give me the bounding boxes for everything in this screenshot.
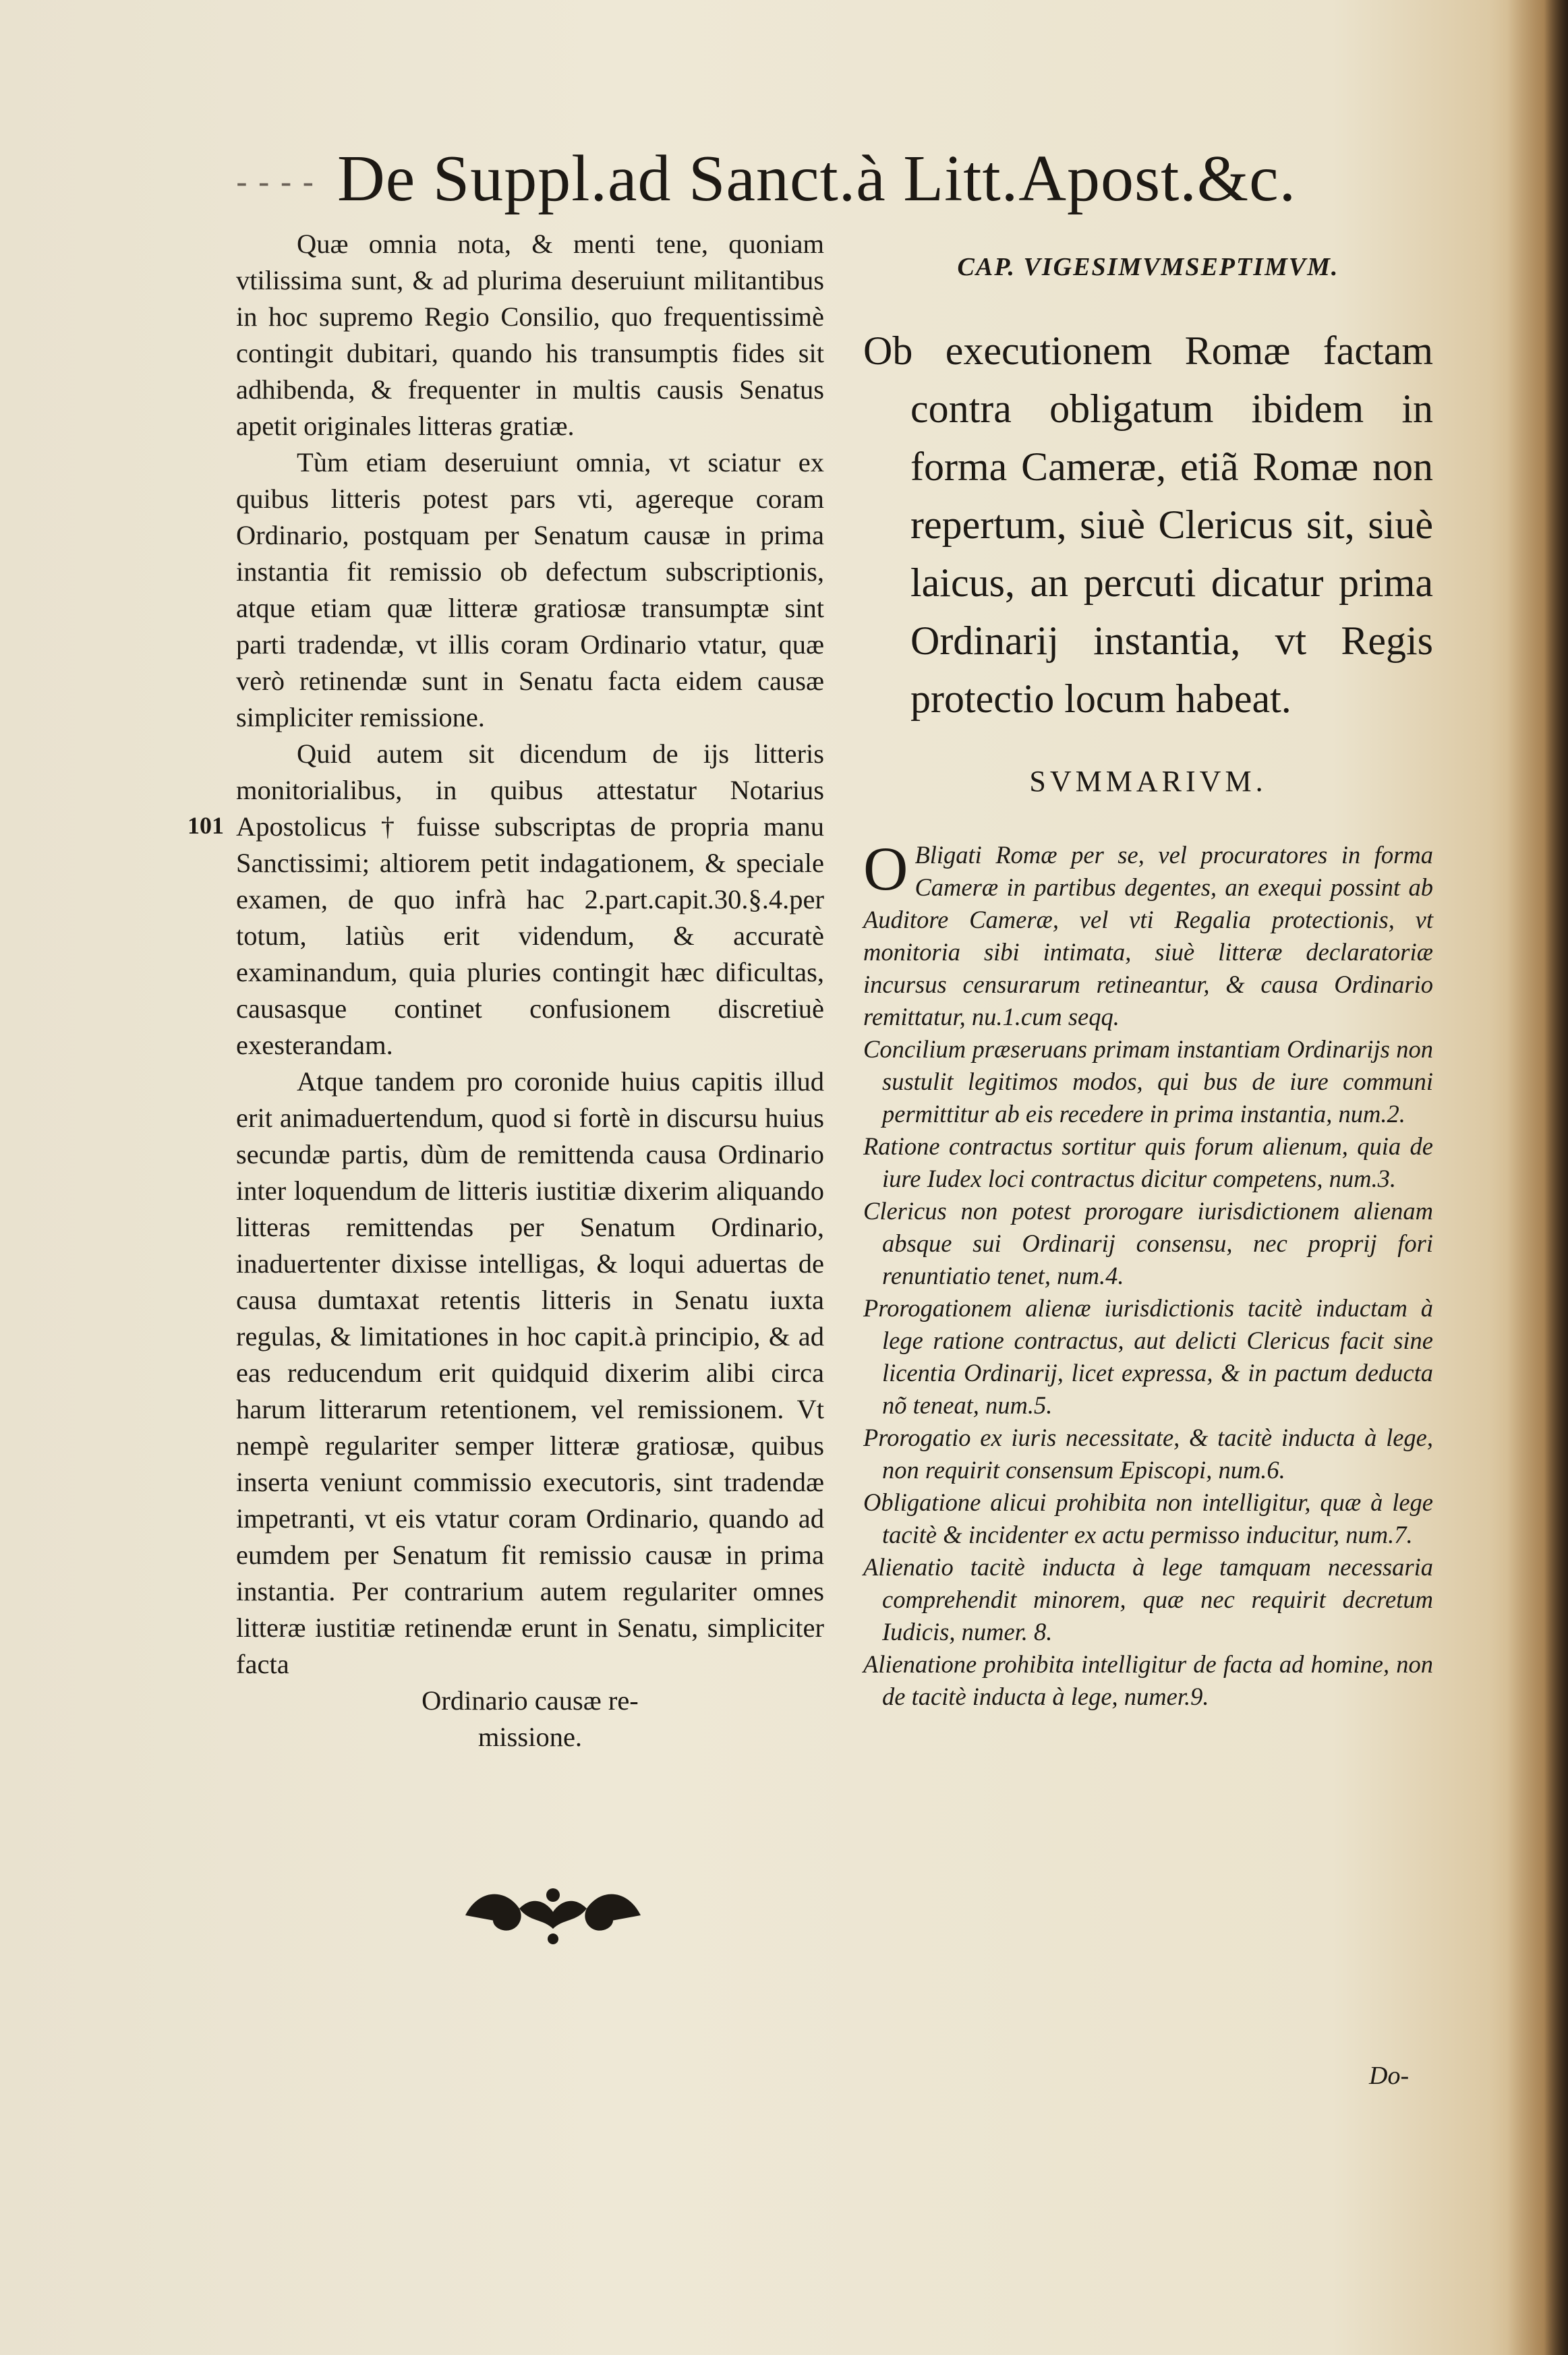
summary-item: Ratione contractus sortitur quis forum alienum, quia de iure Iudex loci contractus dicitur competens, num.3. — [863, 1132, 1433, 1192]
summary-item: Alienatione prohibita intelligitur de facta ad homine, non de tacitè inducta à lege, numer.9. — [863, 1650, 1433, 1710]
closing-line: missione. — [477, 1722, 583, 1752]
summary-item: Concilium præseruans primam instantiam Ordinarijs non sustulit legitimos modos, qui bus de iure communi permittitur ab eis recedere in prima instantia, num.2. — [863, 1035, 1433, 1128]
closing-line: Ordinario causæ re- — [422, 1685, 639, 1716]
summary-item: Prorogationem alienæ iurisdictionis tacitè inductam à lege ratione contractus, aut delicti Clericus facit sine licentia Ordinarij, licet expressa, & in pactum deducta nõ teneat, num.5. — [863, 1294, 1433, 1419]
summary-item — [863, 834, 1433, 1033]
drop-cap: O — [863, 834, 908, 903]
fleuron-ornament-icon — [452, 1875, 654, 1949]
summary-item: Prorogatio ex iuris necessitate, & tacitè inducta à lege, non requirit consensum Episcopi, num.6. — [863, 1424, 1433, 1484]
summary-item: Obligatione alicui prohibita non intelligitur, quæ à lege tacitè & incidenter ex actu permisso inducitur, num.7. — [863, 1488, 1433, 1548]
chapter-label: CAP. VIGESIMVMSEPTIMVM. — [957, 253, 1339, 281]
head-ornament: - - - - — [236, 163, 314, 202]
paragraph: Tùm etiam deseruiunt omnia, vt sciatur ex quibus litteris potest pars vti, agereque coram Ordinario, postquam per Senatum causæ in prima instantia fit remissio ob defectum subscriptionis, atque etiam quæ litteræ gratiosæ transumptæ sint parti tradendæ, vt illis coram Ordinario vtatur, quæ verò retinendæ sunt in Senatu facta eidem causæ simpliciter remissione. — [236, 447, 824, 732]
summary-item-text: Bligati Romæ per se, vel procuratores in forma Cameræ in partibus degentes, an exequi possint ab Auditore Cameræ, vel vti Regalia protectionis, vt monitoria sibi intimata, siuè litteræ declaratoriæ incursus censurarum retineantur, & causa Ordinario remittatur, nu.1.cum seqq. — [863, 841, 1433, 1030]
summary-item: Alienatio tacitè inducta à lege tamquam necessaria comprehendit minorem, quæ nec requirit decretum Iudicis, numer. 8. — [863, 1553, 1433, 1646]
paragraph: Quid autem sit dicendum de ijs litteris monitorialibus, in quibus attestatur Notarius Apostolicus † fuisse subscriptas de propria manu Sanctissimi; altiorem petit indagationem, & speciale examen, de quo infrà hac 2.part.capit.30.§.4.per totum, latiùs erit videndum, & accuratè examinandum, quia pluries contingit hæc dificultas, causasque continet confusionem discretiuè exesterandam. — [236, 738, 824, 1060]
right-column — [863, 226, 1433, 1713]
chapter-title: Ob executionem Romæ factam contra obligatum ibidem in forma Cameræ, etiã Romæ non repertum, siuè Clericus sit, siuè laicus, an percuti dicatur prima Ordinarij instantia, vt Regis protectio locum habeat. — [863, 328, 1433, 721]
running-head: De Suppl.ad Sanct.à Litt.Apost.&c. — [337, 142, 1297, 215]
summary-list — [863, 834, 1433, 1713]
paragraph: Atque tandem pro coronide huius capitis illud erit animaduertendum, quod si fortè in discursu huius secundæ partis, dùm de remittenda causa Ordinario inter loquendum de litteris iustitiæ dixerim aliquando litteras remittendas per Senatum Ordinario, inaduertenter dixisse intelligas, & loqui aduertas de causa dumtaxat retentis litteris in Senatu iuxta regulas, & limitationes in hoc capit.à principio, & ad eas reducendum erit quidquid dixerim alibi circa harum litterarum retentionem, vel remissionem. Vt nempè regulariter semper litteræ gratiosæ, quibus inserta veniunt commissio executoris, sint tradendæ impetranti, vt eis vtatur coram Ordinario, quando ad eumdem per Senatum fit remissio causæ in prima instantia. Per contrarium autem regulariter omnes litteræ iustitiæ retinendæ erunt in Senatu, simpliciter facta — [236, 1066, 824, 1679]
left-column — [236, 226, 824, 1755]
paragraph: Quæ omnia nota, & menti tene, quoniam vtilissima sunt, & ad plurima deseruiunt militantibus in hoc supremo Regio Consilio, quo frequentissimè contingit dubitari, quando his transumptis fides sit adhibenda, & frequenter in multis causis Senatus apetit originales litteras gratiæ. — [236, 229, 824, 441]
catchword: Do- — [1369, 2062, 1410, 2090]
gutter-shadow — [1507, 0, 1568, 2355]
summary-heading: SVMMARIVM. — [1029, 765, 1267, 798]
summary-item: Clericus non potest prorogare iurisdictionem alienam absque sui Ordinarij consensu, nec proprij fori renuntiatio tenet, num.4. — [863, 1197, 1433, 1289]
margin-number: 101 — [187, 812, 224, 839]
